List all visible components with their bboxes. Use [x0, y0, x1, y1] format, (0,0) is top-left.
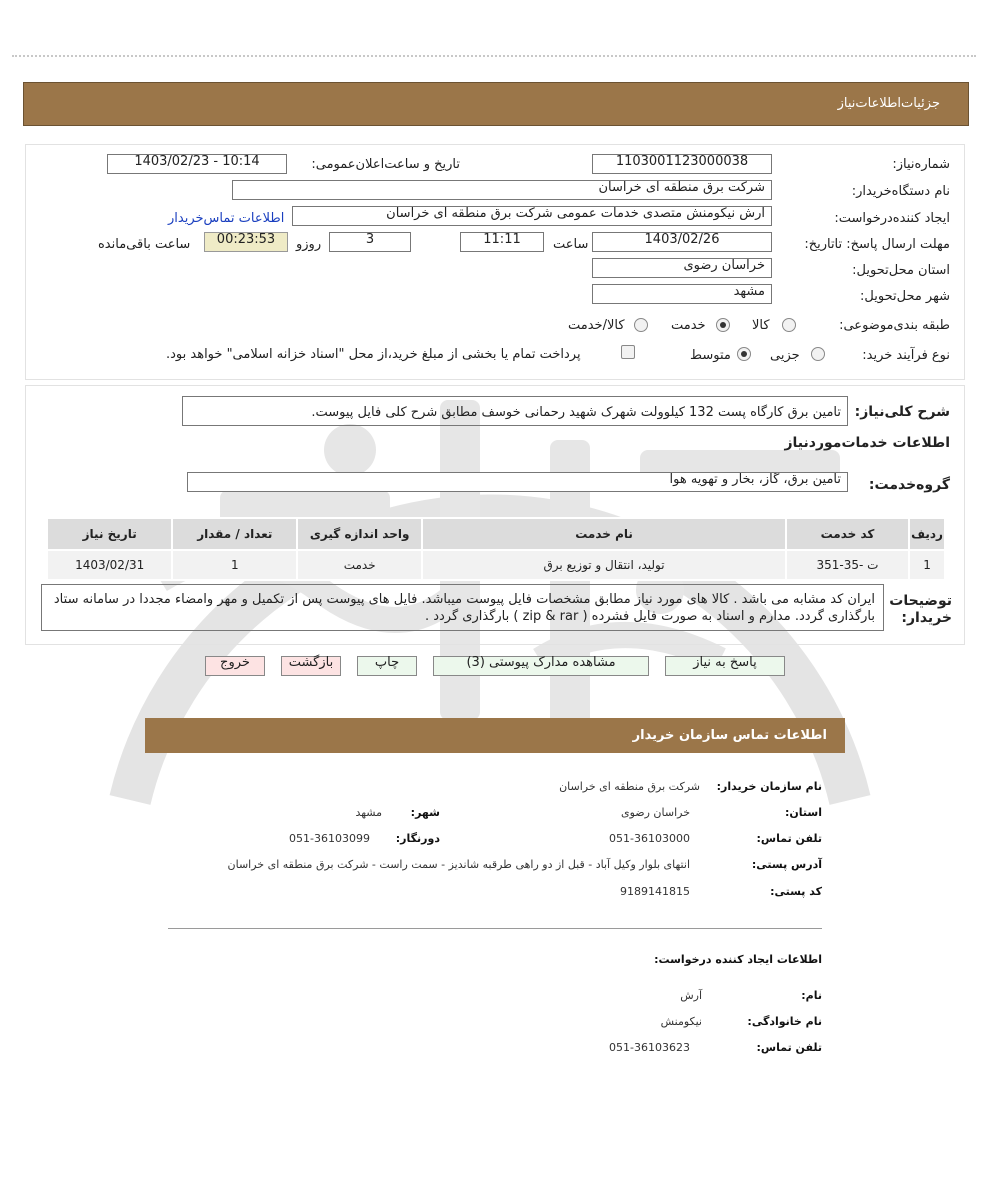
col-header-quantity: تعداد / مقدار: [172, 518, 297, 550]
process-option-minor: جزیی: [770, 348, 800, 363]
view-attachments-button[interactable]: مشاهده مدارک پیوستی (3): [433, 656, 649, 676]
exit-button[interactable]: خروج: [205, 656, 265, 676]
contact-phone-label: تلفن تماس:: [756, 832, 822, 845]
announce-datetime-label: تاریخ و ساعت‌اعلان‌عمومی:: [311, 157, 460, 172]
contact-postal-label: کد پستی:: [770, 885, 822, 898]
buyer-notes-box: ایران کد مشابه می باشد . کالا های مورد نیاز مطابق مشخصات فایل پیوست میباشد. فایل های پیوست پس از تکمیل و مهر وامضاء مجددا در سامانه ستاد بارگذاری گردد. مدارم و اسناد به صورت فایل فشرده ( zip & rar ) بارگذاری گردد .: [41, 584, 884, 631]
buyer-notes-label: توضیحات خریدار:: [889, 593, 952, 626]
contact-address-value: انتهای بلوار وکیل آباد - قبل از دو راهی طرقبه شاندیز - سمت راست - شرکت برق منطقه ای خراسان: [227, 858, 690, 871]
services-title: اطلاعات خدمات‌موردنیاز: [784, 435, 950, 451]
remaining-timer: 00:23:53: [204, 232, 288, 252]
days-field: 3: [329, 232, 411, 252]
back-button[interactable]: بازگشت: [281, 656, 341, 676]
print-button[interactable]: چاپ: [357, 656, 417, 676]
requester-label: ایجاد کننده‌درخواست:: [834, 211, 950, 226]
requester-field: آرش نیکومنش متصدی خدمات عمومی شرکت برق منطقه ای خراسان: [292, 206, 772, 226]
province-label: استان محل‌تحویل:: [852, 263, 950, 278]
col-header-unit: واحد اندازه گیری: [297, 518, 422, 550]
category-option-service: خدمت: [671, 318, 706, 333]
deadline-time-word: ساعت: [553, 237, 589, 252]
contact-fax-label: دورنگار:: [395, 832, 440, 845]
contact-province-label: استان:: [785, 806, 822, 819]
deadline-label: مهلت ارسال پاسخ: تاتاریخ:: [804, 237, 950, 252]
table-row: [47, 550, 945, 580]
contact-city-label: شهر:: [410, 806, 440, 819]
contact-phone-value: 051-36103000: [609, 832, 690, 845]
contact-province-value: خراسان رضوی: [620, 806, 690, 819]
contact-address-label: آدرس پستی:: [751, 858, 822, 871]
days-word: روزو: [296, 237, 322, 252]
treasury-payment-note: پرداخت تمام یا بخشی از مبلغ خرید،از محل "اسناد خزانه اسلامی" خواهد بود.: [166, 347, 581, 362]
announce-datetime-field: 1403/02/23 - 10:14: [107, 154, 287, 174]
reply-button[interactable]: پاسخ به نیاز: [665, 656, 785, 676]
process-radio-medium[interactable]: [737, 347, 751, 361]
category-radio-goods[interactable]: [782, 318, 796, 332]
buyer-contact-link[interactable]: اطلاعات تماس‌خریدار: [168, 211, 285, 226]
process-type-label: نوع فرآیند خرید:: [862, 348, 950, 363]
requester-family-value: نیکومنش: [660, 1015, 702, 1028]
contact-postal-value: 9189141815: [620, 885, 690, 898]
summary-label: شرح کلی‌نیاز:: [854, 404, 950, 420]
service-group-field: تامین برق، گاز، بخار و تهویه هوا: [187, 472, 848, 492]
service-group-label: گروه‌خدمت:: [868, 477, 950, 493]
treasury-payment-checkbox[interactable]: [621, 345, 635, 359]
category-label: طبقه بندی‌موضوعی:: [839, 318, 950, 333]
requester-phone-label: تلفن تماس:: [756, 1041, 822, 1054]
need-number-label: شماره‌نیاز:: [892, 157, 950, 172]
contact-org-label: نام سازمان خریدار:: [716, 780, 822, 793]
contact-divider: [168, 928, 822, 929]
col-header-service-name: نام خدمت: [422, 518, 786, 550]
page-title: جزئیات‌اطلاعات‌نیاز: [837, 96, 940, 111]
city-field: مشهد: [592, 284, 772, 304]
table-header-row: [47, 518, 945, 550]
summary-box: [182, 396, 848, 426]
buyer-org-label: نام دستگاه‌خریدار:: [851, 184, 950, 199]
col-header-need-date: تاریخ نیاز: [47, 518, 172, 550]
page-header: [23, 82, 969, 126]
city-label: شهر محل‌تحویل:: [860, 289, 950, 304]
top-divider: [12, 55, 976, 57]
buyer-org-field: شرکت برق منطقه ای خراسان: [232, 180, 772, 200]
col-header-row-number: ردیف: [909, 518, 945, 550]
cell-row-number: 1: [909, 550, 945, 580]
cell-need-date: 1403/02/31: [47, 550, 172, 580]
deadline-date-field: 1403/02/26: [592, 232, 772, 252]
process-radio-minor[interactable]: [811, 347, 825, 361]
requester-name-value: آرش: [680, 989, 702, 1002]
col-header-service-code: کد خدمت: [786, 518, 909, 550]
remaining-word: ساعت باقی‌مانده: [98, 237, 191, 252]
contact-org-value: شرکت برق منطقه ای خراسان: [559, 780, 700, 793]
category-option-goods-service: کالا/خدمت: [568, 318, 625, 333]
cell-service-code: ت -35-351: [786, 550, 909, 580]
requester-name-label: نام:: [801, 989, 822, 1002]
category-radio-service[interactable]: [716, 318, 730, 332]
requester-phone-value: 051-36103623: [609, 1041, 690, 1054]
contact-fax-value: 051-36103099: [289, 832, 370, 845]
deadline-time-field: 11:11: [460, 232, 544, 252]
contact-title: اطلاعات تماس سازمان خریدار: [632, 728, 827, 743]
cell-quantity: 1: [172, 550, 297, 580]
category-radio-goods-service[interactable]: [634, 318, 648, 332]
contact-header: [145, 718, 845, 753]
cell-service-name: تولید، انتقال و توزیع برق: [422, 550, 786, 580]
province-field: خراسان رضوی: [592, 258, 772, 278]
summary-text: تامین برق کارگاه پست 132 کیلوولت شهرک شهید رحمانی خوسف مطابق شرح کلی فایل پیوست.: [311, 405, 841, 420]
process-option-medium: متوسط: [690, 348, 731, 363]
services-table: [46, 517, 946, 581]
requester-info-title: اطلاعات ایجاد کننده درخواست:: [654, 953, 822, 966]
requester-family-label: نام خانوادگی:: [747, 1015, 822, 1028]
cell-unit: خدمت: [297, 550, 422, 580]
category-option-goods: کالا: [752, 318, 770, 333]
need-number-field: 1103001123000038: [592, 154, 772, 174]
contact-city-value: مشهد: [355, 806, 382, 819]
